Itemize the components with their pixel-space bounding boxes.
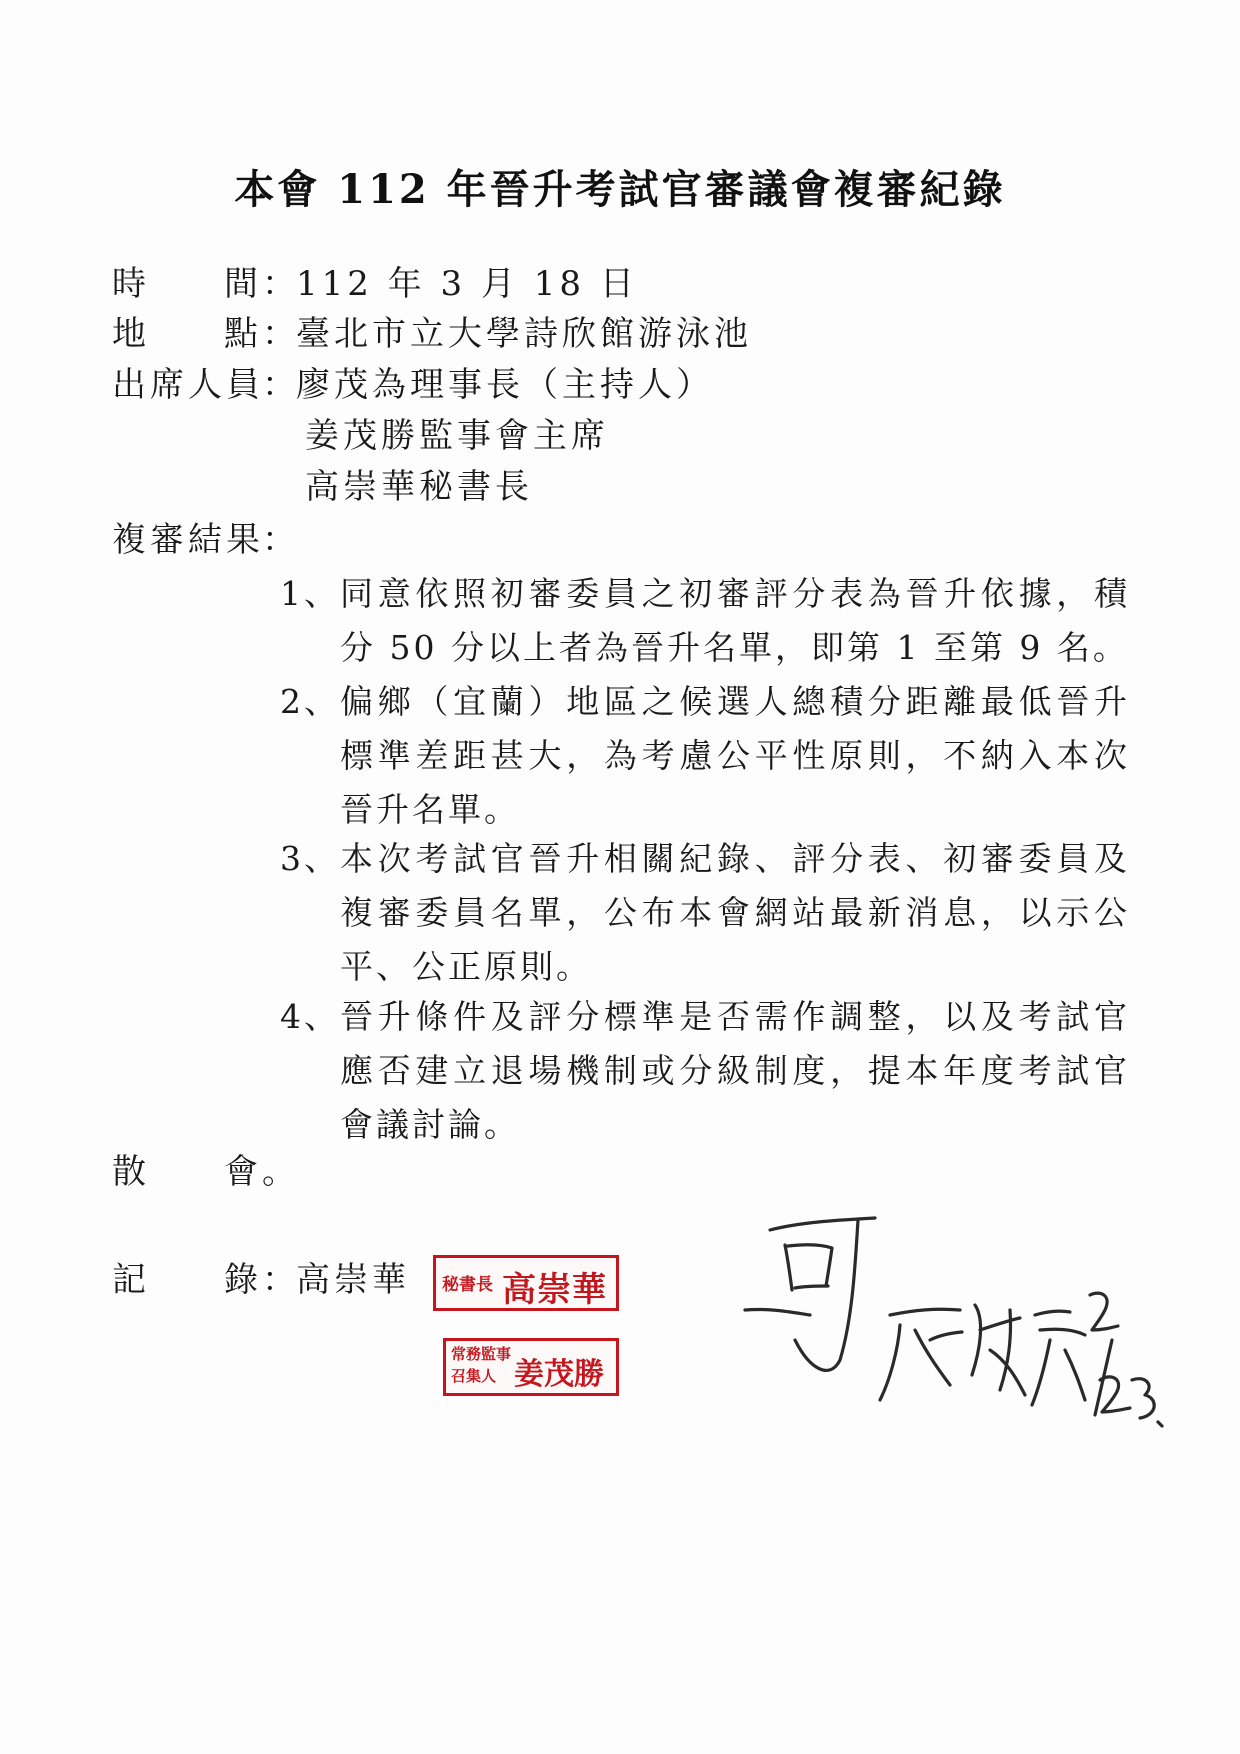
- place-field: [112, 312, 752, 356]
- time-value: 112 年 3 月 18 日: [296, 264, 638, 304]
- signature-stroke: [1158, 1422, 1162, 1426]
- place-label: 地點: [112, 314, 262, 354]
- result-number: 4、: [280, 997, 340, 1036]
- colon: ：: [262, 264, 300, 304]
- results-label: 複審結果: [112, 520, 264, 560]
- secretary-seal-stamp: [433, 1255, 619, 1311]
- attendees-field: [112, 363, 714, 407]
- colon: ：: [262, 520, 300, 560]
- time-field: [112, 262, 638, 306]
- signature-stroke: [1100, 1377, 1130, 1412]
- result-text: 本次考試官晉升相關紀錄、評分表、初審委員及複審委員名單，公布本會網站最新消息，以示公平、公正原則。: [340, 839, 1130, 986]
- secretary-seal-title: 秘書長: [442, 1275, 493, 1295]
- supervisor-seal-name: 姜茂勝: [514, 1357, 604, 1392]
- signature-stroke: [1090, 1293, 1118, 1330]
- adjourn-field: [112, 1150, 300, 1194]
- attendee-item: 姜茂勝監事會主席: [305, 416, 609, 456]
- attendee-item: 廖茂為理事長（主持人）: [296, 365, 714, 405]
- result-text: 偏鄉（宜蘭）地區之候選人總積分距離最低晉升標準差距甚大，為考慮公平性原則，不納入本次晉升名單。: [340, 682, 1130, 829]
- result-number: 3、: [280, 839, 340, 878]
- secretary-seal-name: 高崇華: [502, 1270, 607, 1310]
- signature-stroke: [880, 1309, 962, 1400]
- attendees-label: 出席人員: [112, 365, 264, 405]
- signature-stroke: [785, 1245, 792, 1290]
- recorder-value: 高崇華: [296, 1260, 410, 1300]
- supervisor-seal-title: 常務監事召集人: [451, 1345, 512, 1385]
- place-value: 臺北市立大學詩欣館游泳池: [296, 314, 752, 354]
- document-title: 本會 112 年晉升考試官審議會複審紀錄: [234, 166, 1006, 213]
- signature-stroke: [788, 1245, 832, 1286]
- results-field: [112, 518, 300, 562]
- signature-stroke: [745, 1309, 810, 1315]
- adjourn-value: 。: [262, 1152, 300, 1192]
- signature-stroke: [1032, 1311, 1085, 1405]
- handwritten-signature: [740, 1200, 1170, 1440]
- colon: ：: [262, 1260, 300, 1300]
- result-text: 同意依照初審委員之初審評分表為晉升依據，積分 50 分以上者為晉升名單，即第 1 至第 9 名。: [340, 574, 1130, 667]
- colon: ：: [262, 365, 300, 405]
- signature-stroke: [795, 1220, 858, 1370]
- adjourn-label: 散會: [112, 1152, 262, 1192]
- signature-stroke: [1132, 1379, 1154, 1418]
- result-number: 2、: [280, 682, 340, 721]
- signature-stroke: [972, 1305, 1025, 1395]
- attendee-item: 高崇華秘書長: [305, 467, 533, 507]
- result-text: 晉升條件及評分標準是否需作調整，以及考試官應否建立退場機制或分級制度，提本年度考試官會議討論。: [340, 997, 1130, 1144]
- result-number: 1、: [280, 574, 340, 613]
- recorder-field: [112, 1258, 410, 1302]
- time-label: 時間: [112, 264, 262, 304]
- recorder-label: 記錄: [112, 1260, 262, 1300]
- signature-stroke: [795, 1286, 828, 1288]
- supervisor-seal-stamp: [443, 1338, 619, 1396]
- colon: ：: [262, 314, 300, 354]
